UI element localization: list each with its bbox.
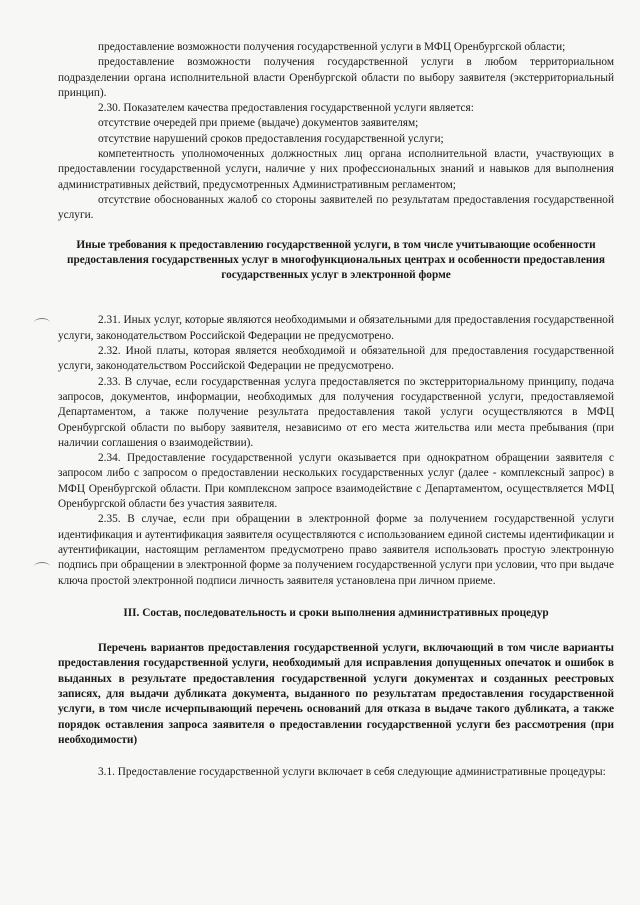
paragraph: отсутствие очередей при приеме (выдаче) документов заявителям; bbox=[98, 117, 419, 130]
paragraph: 2.31. Иных услуг, которые являются необходимыми и обязательными для предоставления государственной услуги, законодательством Российской Федерации не предусмотрено. bbox=[58, 314, 614, 342]
paragraph: отсутствие обоснованных жалоб со стороны заявителей по результатам предоставления государственной услуги. bbox=[58, 193, 614, 222]
paragraph: 2.32. Иной платы, которая является необходимой и обязательной для предоставления государственной услуги, законодательством Российской Федерации не предусмотрено. bbox=[58, 345, 614, 373]
paragraph: предоставление возможности получения государственной услуги в МФЦ Оренбургской области; bbox=[98, 41, 566, 53]
paragraph: 2.35. В случае, если при обращении в электронной форме за получением государственной услуги идентификация и аутентификация заявителя осуществляются с использованием единой системы идентификации и аутентификации, настоящим регламентом предусмотрено право заявителя использовать простую электронную подпись при обращении в электронной форме за получением государственной услуги при условии, что при выдаче ключа простой электронной подписи личность заявителя установлена при личном приеме. bbox=[58, 513, 614, 587]
paragraph: 2.33. В случае, если государственная услуга предоставляется по экстерриториальному принципу, подача запросов, документов, информации, необходимых для получения государственной услуги, предоставляемой Департаментом, а также получение результата предоставления такой услуги осуществляются в МФЦ Оренбургской области по выбору заявителя, независимо от его места жительства или места пребывания (при наличии соглашения о взаимодействии). bbox=[58, 375, 614, 449]
margin-mark bbox=[34, 562, 50, 571]
margin-mark bbox=[34, 318, 50, 327]
paragraph: 2.34. Предоставление государственной услуги оказывается при однократном обращении заявителя с запросом либо с запросом о предоставлении нескольких государственных услуг (далее - комплексный запрос) в МФЦ Оренбургской области. При комплексном запросе взаимодействие с Департаментом, осуществляется МФЦ Оренбургской области без участия заявителя. bbox=[58, 452, 614, 511]
section-heading: III. Состав, последовательность и сроки выполнения административных процедур bbox=[123, 606, 549, 619]
paragraph: 2.30. Показателем качества предоставления государственной услуги является: bbox=[98, 102, 474, 115]
paragraph: 3.1. Предоставление государственной услуги включает в себя следующие административные процедуры: bbox=[98, 766, 606, 779]
paragraph: отсутствие нарушений сроков предоставления государственной услуги; bbox=[98, 132, 444, 145]
subsection-heading: Перечень вариантов предоставления государственной услуги, включающий в том числе варианты предоставления государственной услуги, необходимый для исправления допущенных опечаток и ошибок в выданных в результате предоставления государственной услуги документах и созданных реестровых записях, для выдачи дубликата документа, выданного по результатам предоставления государственной услуги, в том числе исчерпывающий перечень оснований для отказа в выдаче такого дубликата, а также порядок оставления запроса заявителя о предоставлении государственной услуги без рассмотрения (при необходимости) bbox=[58, 642, 614, 746]
paragraph: компетентность уполномоченных должностных лиц органа исполнительной власти, участвующих в предоставлении государственной услуги, наличие у них профессиональных знаний и навыков для выполнения административных действий, предусмотренных Административным регламентом; bbox=[58, 148, 614, 191]
section-heading: Иные требования к предоставлению государственной услуги, в том числе учитывающие особенности предоставления государственных услуг в многофункциональных центрах и особенности предоставления государственных услуг в электронной форме bbox=[67, 238, 605, 282]
document-page bbox=[58, 40, 614, 780]
paragraph: предоставление возможности получения государственной услуги в любом территориальном подразделении органа исполнительной власти Оренбургской области по выбору заявителя (экстерриториальный принцип). bbox=[58, 56, 614, 99]
